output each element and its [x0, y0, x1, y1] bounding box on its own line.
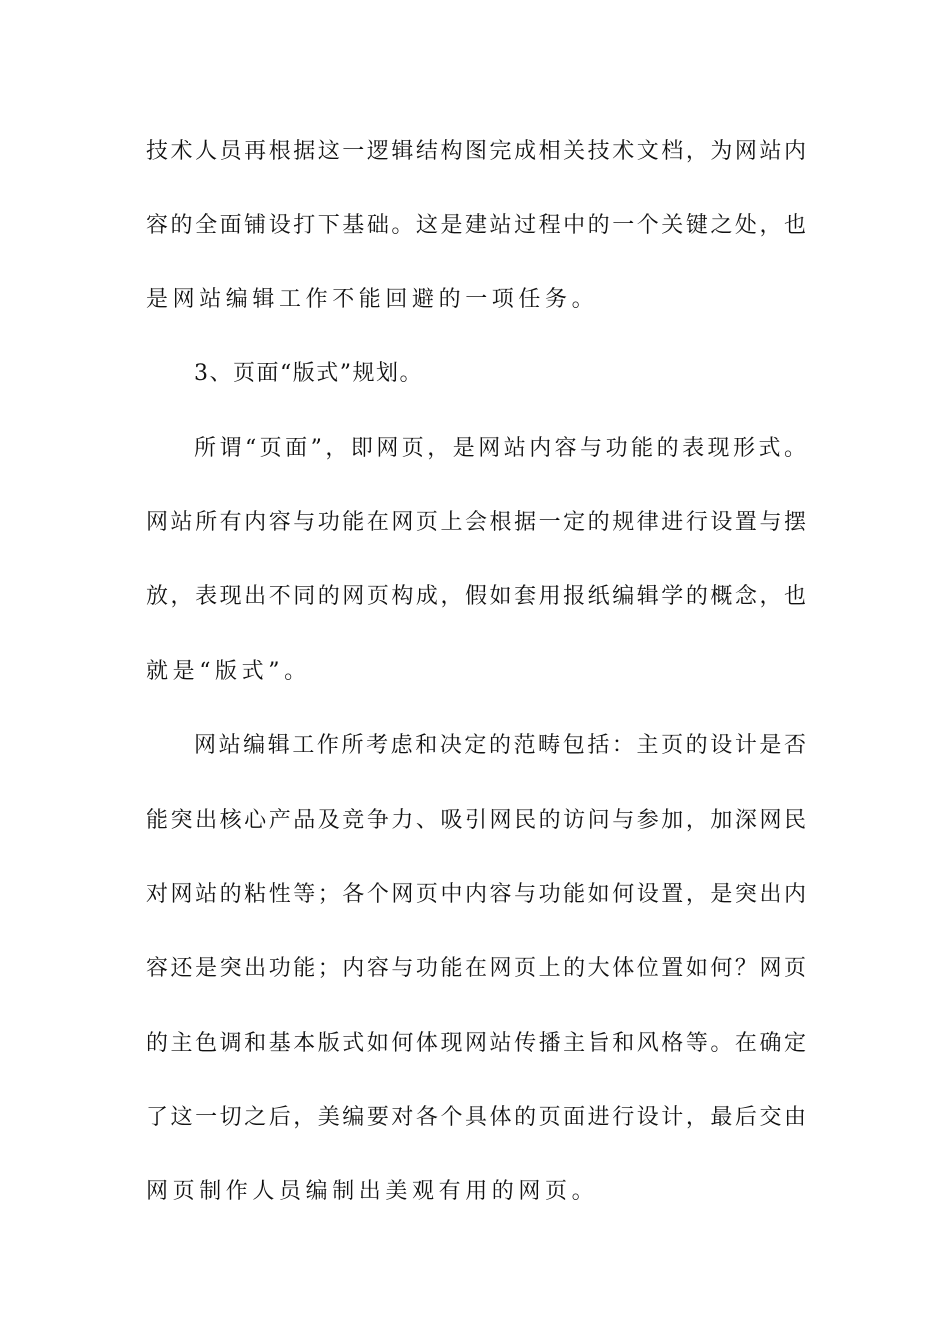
paragraph-line: 容的全面铺设打下基础。这是建站过程中的一个关键之处，也 [146, 213, 806, 238]
paragraph-line: 的主色调和基本版式如何体现网站传播主旨和风格等。在确定 [146, 1031, 806, 1056]
paragraph-line: 技术人员再根据这一逻辑结构图完成相关技术文档，为网站内 [146, 139, 806, 164]
paragraph-line: 所谓“页面”，即网页，是网站内容与功能的表现形式。 [194, 436, 806, 461]
paragraph-line: 网站所有内容与功能在网页上会根据一定的规律进行设置与摆 [146, 510, 806, 535]
paragraph-line: 是网站编辑工作不能回避的一项任务。 [146, 287, 599, 312]
paragraph-line: 放，表现出不同的网页构成，假如套用报纸编辑学的概念，也 [146, 584, 806, 609]
paragraph-line: 网站编辑工作所考虑和决定的范畴包括：主页的设计是否 [194, 733, 806, 758]
section-heading: 3、页面“版式”规划。 [194, 361, 423, 386]
paragraph-line: 对网站的粘性等；各个网页中内容与功能如何设置，是突出内 [146, 882, 806, 907]
paragraph-line: 了这一切之后，美编要对各个具体的页面进行设计，最后交由 [146, 1105, 806, 1130]
paragraph-line: 网页制作人员编制出美观有用的网页。 [146, 1179, 599, 1204]
paragraph-line: 能突出核心产品及竞争力、吸引网民的访问与参加，加深网民 [146, 808, 806, 833]
paragraph-line: 就是“版式”。 [146, 659, 311, 684]
paragraph-line: 容还是突出功能；内容与功能在网页上的大体位置如何？网页 [146, 956, 806, 981]
